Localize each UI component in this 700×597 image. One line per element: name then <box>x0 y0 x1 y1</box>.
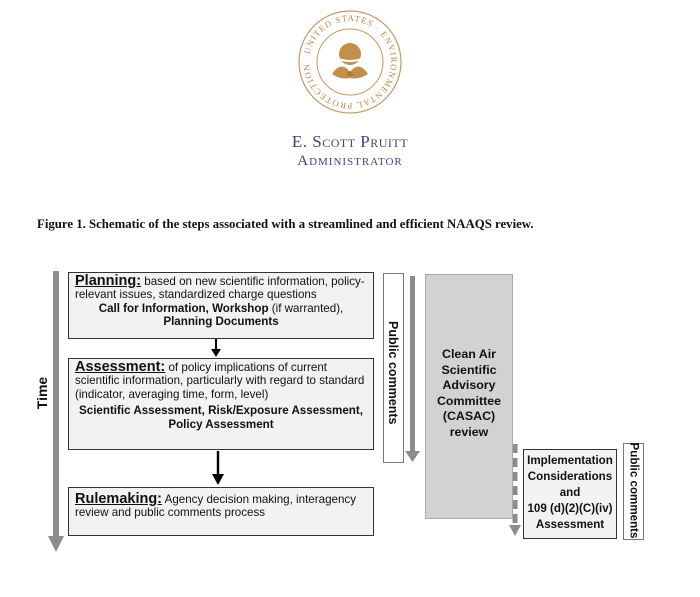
planning-description: based on new scientific information, policy-relevant issues, standardized charge questions <box>75 275 365 302</box>
time-label: Time <box>34 376 51 410</box>
time-arrow-shaft <box>53 271 59 537</box>
implementation-line: 109 (d)(2)(C)(iv) <box>527 502 613 515</box>
assessment-heading: Assessment: <box>75 359 166 375</box>
implementation-box <box>523 449 617 539</box>
implementation-line: and <box>559 486 581 499</box>
planning-heading: Planning: <box>75 273 142 289</box>
administrator-title: Administrator <box>297 153 403 169</box>
casac-line: Clean Air <box>442 347 496 361</box>
public-comments-label-1: Public comments <box>386 321 400 425</box>
planning-outputs-note: (if warranted), <box>268 301 344 315</box>
casac-line: review <box>449 424 489 439</box>
assessment-outputs: Scientific Assessment, Risk/Exposure Assessment, Policy Assessment <box>79 404 363 431</box>
assessment-description: of policy implications of current scientific information, particularly with regard to standard (indicator, averaging time, form, level) <box>75 361 365 401</box>
rulemaking-heading: Rulemaking: <box>75 491 163 507</box>
rulemaking-description: Agency decision making, interagency review and public comments process <box>75 493 357 520</box>
figure-caption: Figure 1. Schematic of the steps associated with a streamlined and efficient NAAQS review. <box>37 217 534 231</box>
administrator-name: E. Scott Pruitt <box>291 132 409 151</box>
assessment-box <box>68 358 374 450</box>
casac-line: Advisory <box>442 378 496 393</box>
implementation-line: Assessment <box>535 518 605 531</box>
casac-review-box <box>425 274 513 519</box>
casac-line: (CASAC) <box>442 409 496 424</box>
time-arrow-head <box>48 536 64 552</box>
planning-box <box>68 272 374 339</box>
rulemaking-box <box>68 487 374 536</box>
implementation-line: Implementation <box>527 454 613 467</box>
public-comments-arrow-shaft <box>410 276 415 452</box>
public-comments-arrow-head <box>405 451 420 462</box>
planning-outputs <box>75 302 367 315</box>
implementation-line: Considerations <box>527 470 613 483</box>
casac-line: Scientific <box>441 362 497 377</box>
planning-outputs-bold: Call for Information, Workshop <box>98 301 269 315</box>
svg-text:UNITED STATES · ENVIRONMENTAL: UNITED STATES · ENVIRONMENTAL PROTECTION <box>300 12 400 112</box>
casac-line: Committee <box>436 393 502 408</box>
planning-documents: Planning Documents <box>163 315 279 329</box>
public-comments-label-2: Public comments <box>627 442 641 539</box>
